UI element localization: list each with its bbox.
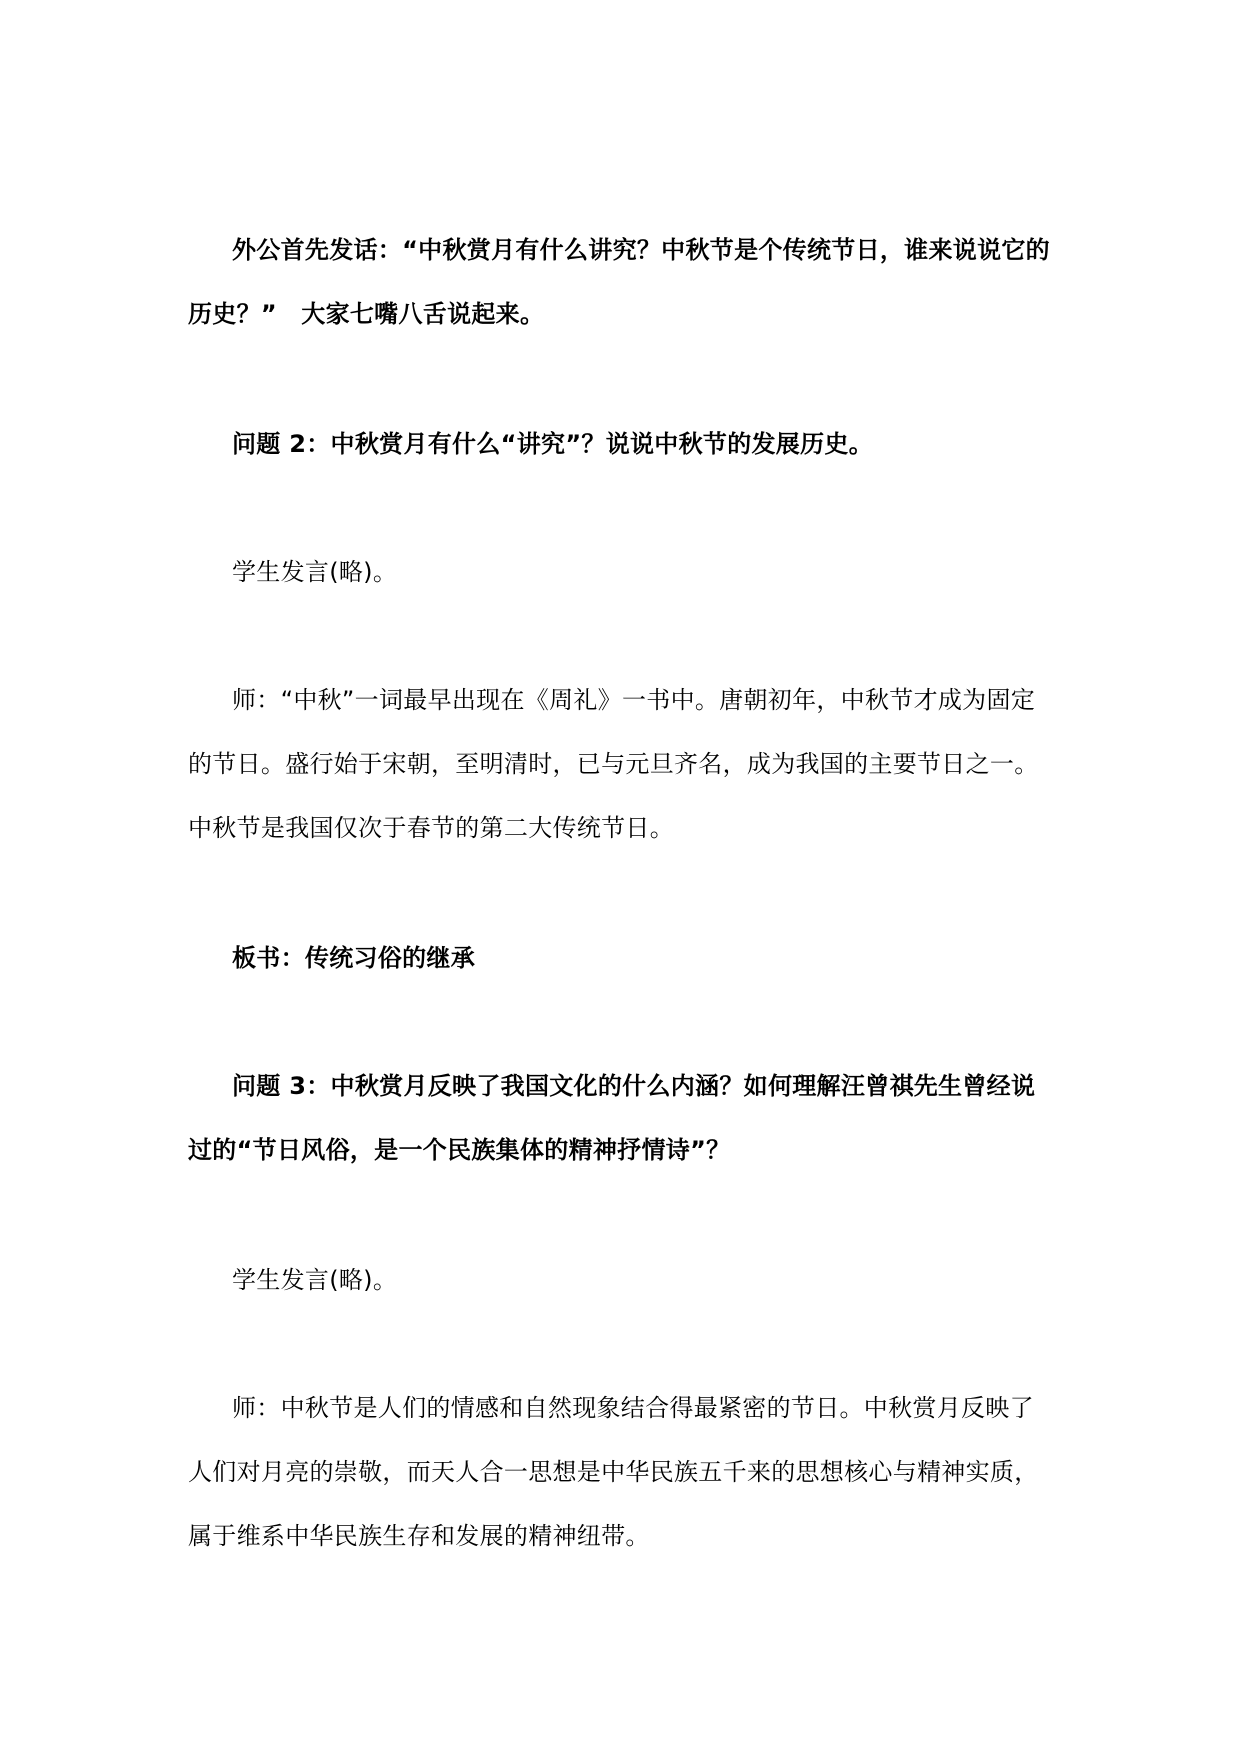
- paragraph-question-3: 问题 3：中秋赏月反映了我国文化的什么内涵？如何理解汪曾祺先生曾经说过的“节日风俗，是一个民族集体的精神抒情诗”？: [188, 1072, 1036, 1164]
- paragraph-grandpa-speech: 外公首先发话：“中秋赏月有什么讲究？中秋节是个传统节日，谁来说说它的历史？” 大家七嘴八舌说起来。: [188, 236, 1050, 328]
- paragraph-teacher-culture: 师：中秋节是人们的情感和自然现象结合得最紧密的节日。中秋赏月反映了人们对月亮的崇敬，而天人合一思想是中华民族五千来的思想核心与精神实质，属于维系中华民族生存和发展的精神纽带。: [188, 1394, 1039, 1550]
- paragraph-blackboard-note: 板书：传统习俗的继承: [232, 944, 475, 972]
- paragraph-question-2: 问题 2：中秋赏月有什么“讲究”？说说中秋节的发展历史。: [232, 430, 873, 458]
- paragraph-student-response-2: 学生发言(略)。: [232, 1266, 398, 1294]
- paragraph-student-response-1: 学生发言(略)。: [232, 558, 398, 586]
- paragraph-teacher-history: 师：“中秋”一词最早出现在《周礼》一书中。唐朝初年，中秋节才成为固定的节日。盛行始于宋朝，至明清时，已与元旦齐名，成为我国的主要节日之一。中秋节是我国仅次于春节的第二大传统节日。: [188, 686, 1039, 842]
